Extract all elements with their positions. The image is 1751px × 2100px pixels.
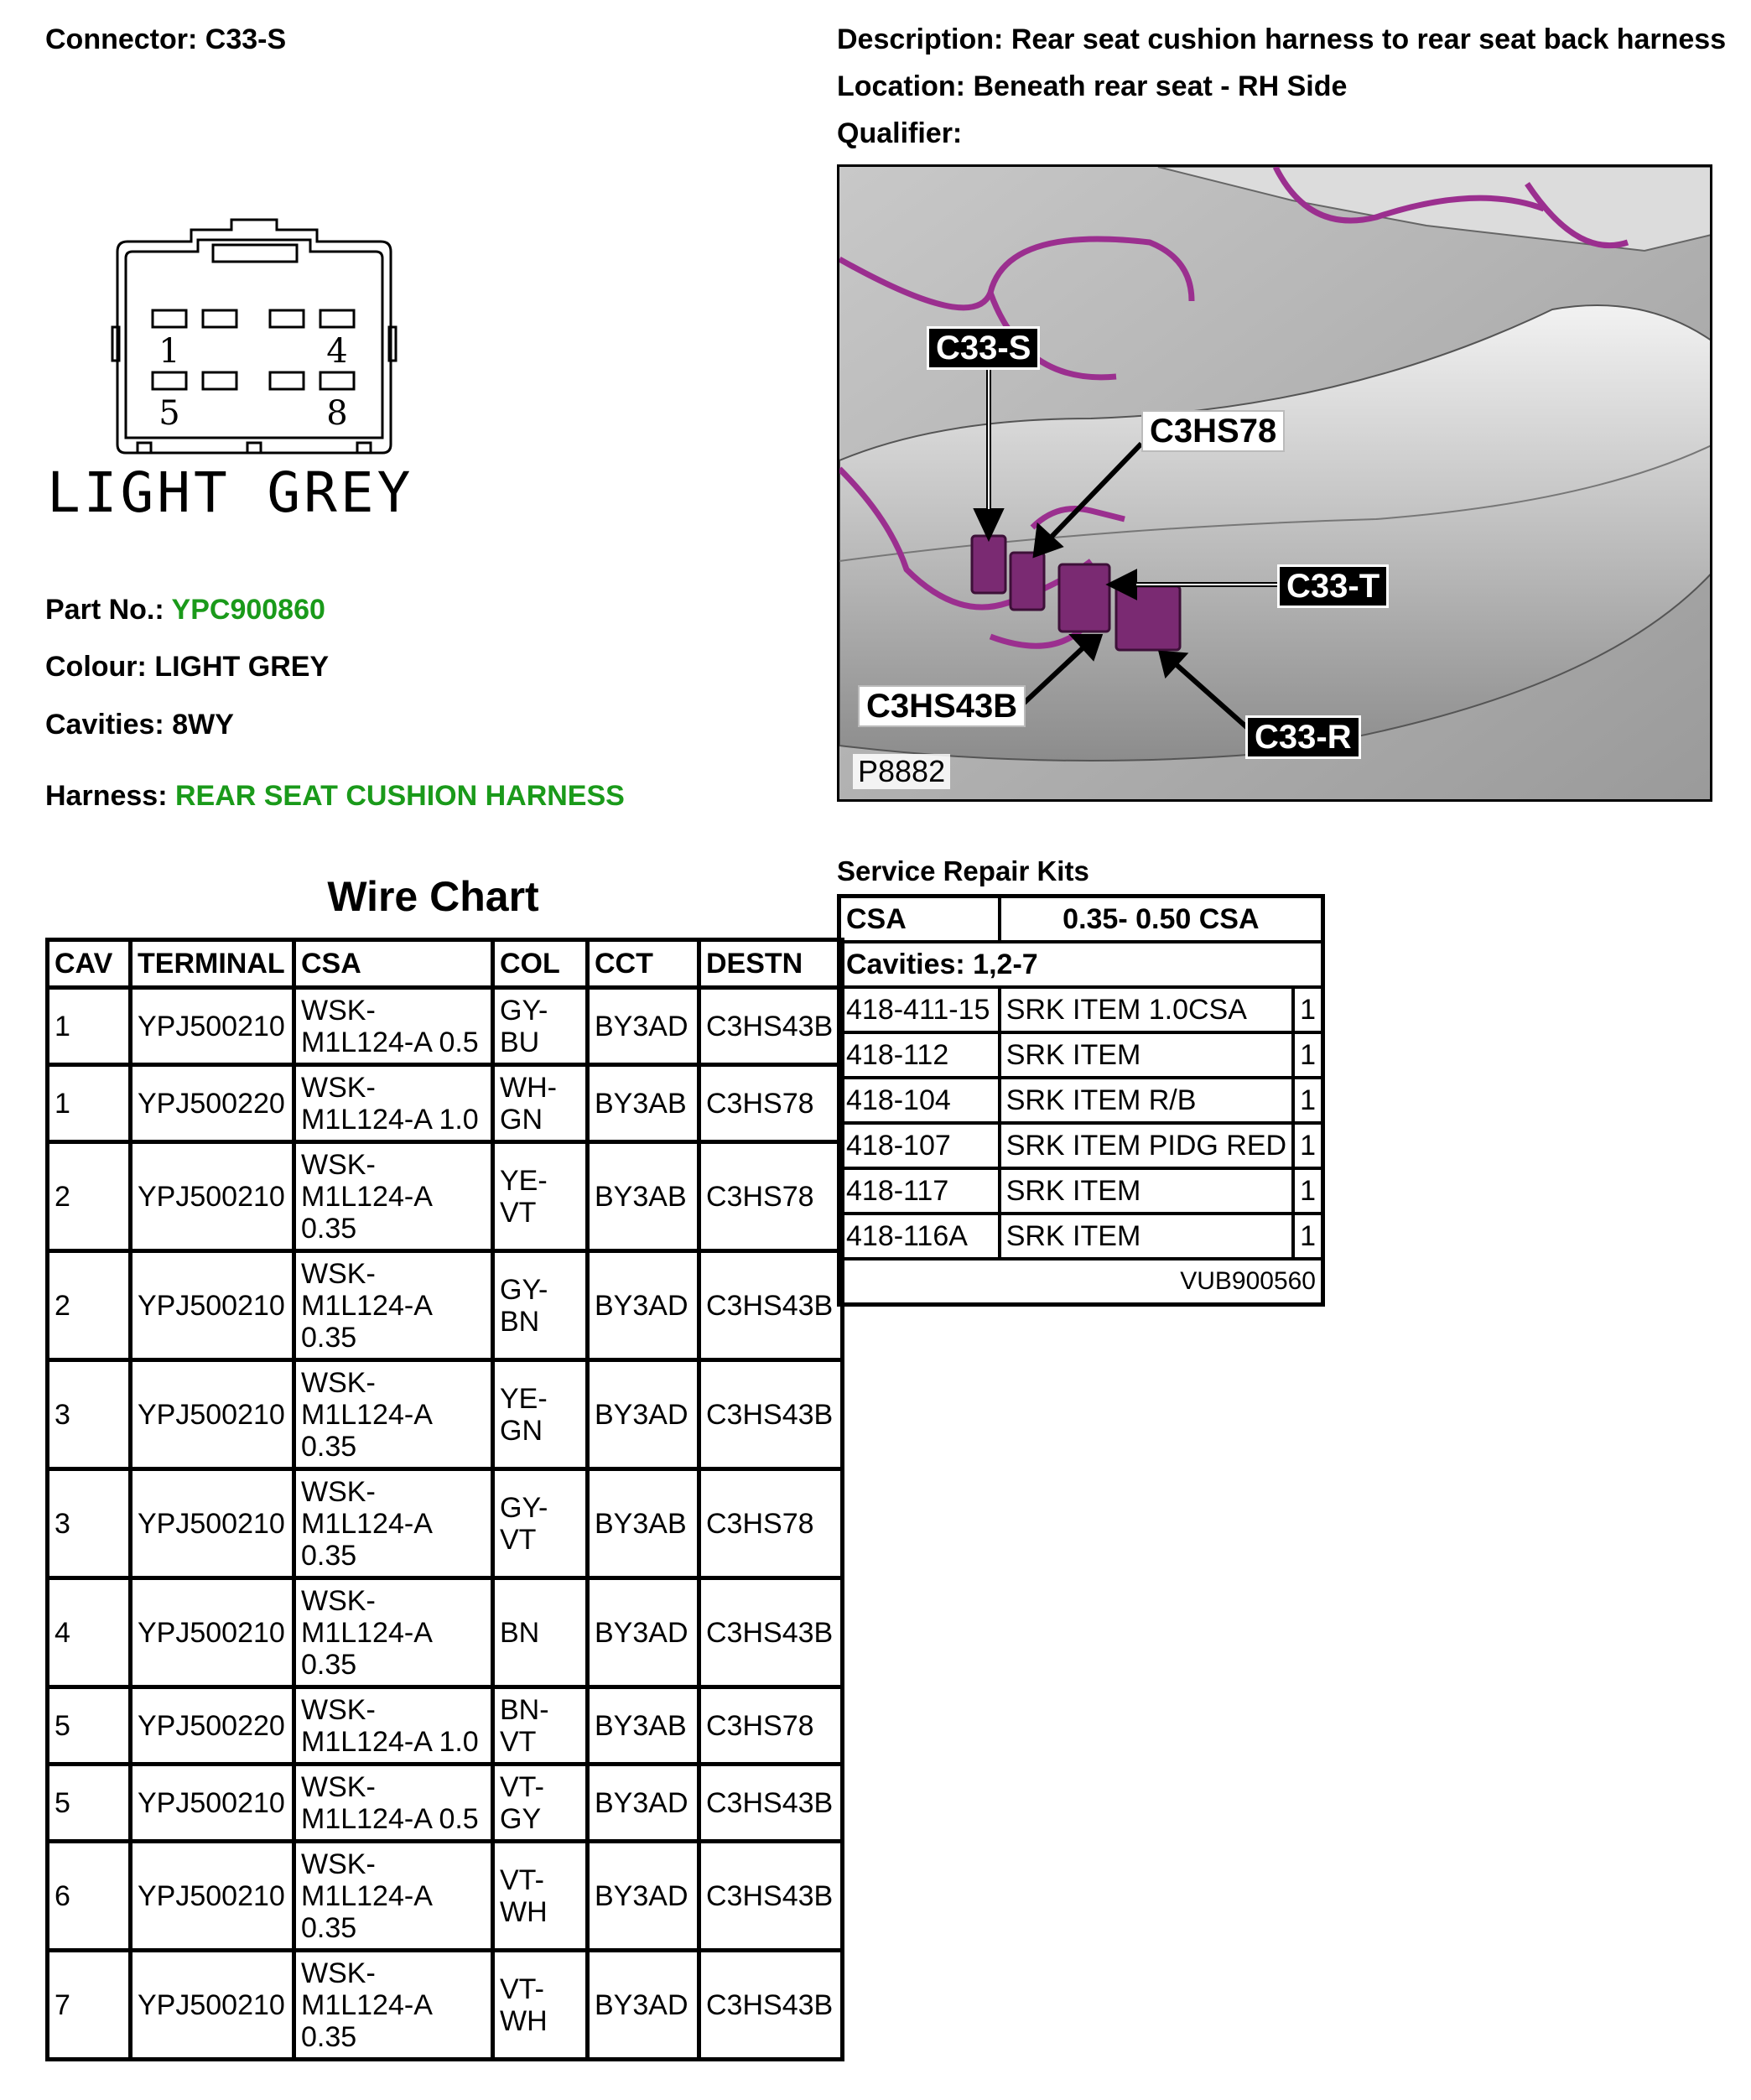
cell-col: VT- GY <box>493 1765 588 1842</box>
cavities-value: 8WY <box>172 709 234 741</box>
cell-csa: WSK- M1L124-A 0.35 <box>294 1842 493 1951</box>
wire-chart-row <box>48 1360 843 1469</box>
cell-cct: BY3AD <box>588 1578 699 1687</box>
callout-c33-t: C33-T <box>1277 564 1389 608</box>
cell-destn: C3HS43B <box>699 1951 843 2060</box>
cell-col: YE- GN <box>493 1360 588 1469</box>
connector-line <box>45 23 286 56</box>
cell-cav: 5 <box>48 1765 131 1842</box>
cell-col: VT- WH <box>493 1842 588 1951</box>
cell-terminal: YPJ500210 <box>131 1578 294 1687</box>
cell-destn: C3HS78 <box>699 1469 843 1578</box>
callout-c33-r: C33-R <box>1245 715 1361 759</box>
cell-destn: C3HS78 <box>699 1142 843 1251</box>
srk-item-qty: 1 <box>1293 987 1322 1032</box>
cell-csa: WSK- M1L124-A 0.35 <box>294 1578 493 1687</box>
srk-footer: VUB900560 <box>839 1259 1323 1305</box>
cell-destn: C3HS43B <box>699 1578 843 1687</box>
cell-terminal: YPJ500220 <box>131 1065 294 1142</box>
cell-csa: WSK- M1L124-A 0.35 <box>294 1360 493 1469</box>
cell-cct: BY3AB <box>588 1142 699 1251</box>
cell-csa: WSK- M1L124-A 0.35 <box>294 1251 493 1360</box>
wire-chart-row <box>48 1842 843 1951</box>
cell-col: BN- VT <box>493 1687 588 1765</box>
cell-csa: WSK- M1L124-A 0.5 <box>294 988 493 1065</box>
cell-terminal: YPJ500210 <box>131 1469 294 1578</box>
srk-item-code: 418-116A <box>839 1214 1000 1259</box>
srk-item-row <box>839 1168 1323 1214</box>
part-no-label: Part No.: <box>45 594 164 626</box>
cell-cav: 6 <box>48 1842 131 1951</box>
cell-destn: C3HS43B <box>699 1765 843 1842</box>
header-destn: DESTN <box>699 940 843 988</box>
cell-col: YE- VT <box>493 1142 588 1251</box>
cell-col: VT- WH <box>493 1951 588 2060</box>
srk-item-row <box>839 1078 1323 1123</box>
colour-line <box>45 651 329 684</box>
srk-item-code: 418-411-15 <box>839 987 1000 1032</box>
wire-chart-row <box>48 1687 843 1765</box>
harness-line <box>45 780 625 813</box>
cell-cct: BY3AD <box>588 1951 699 2060</box>
wire-chart-row <box>48 1142 843 1251</box>
wire-chart-row <box>48 1469 843 1578</box>
cell-destn: C3HS43B <box>699 988 843 1065</box>
srk-item-desc: SRK ITEM PIDG RED <box>1000 1123 1293 1168</box>
srk-item-row <box>839 1123 1323 1168</box>
srk-item-desc: SRK ITEM <box>1000 1032 1293 1078</box>
cell-cav: 7 <box>48 1951 131 2060</box>
srk-item-qty: 1 <box>1293 1078 1322 1123</box>
cell-terminal: YPJ500210 <box>131 1765 294 1842</box>
cell-terminal: YPJ500210 <box>131 1951 294 2060</box>
header-col: COL <box>493 940 588 988</box>
cell-col: GY- BU <box>493 988 588 1065</box>
cell-col: WH- GN <box>493 1065 588 1142</box>
colour-value: LIGHT GREY <box>154 651 330 683</box>
qualifier-label: Qualifier: <box>837 117 963 149</box>
connector-colour-text: LIGHT GREY <box>47 460 414 525</box>
header-cav: CAV <box>48 940 131 988</box>
cell-csa: WSK- M1L124-A 0.35 <box>294 1469 493 1578</box>
srk-footer-row <box>839 1259 1323 1305</box>
cell-cav: 5 <box>48 1687 131 1765</box>
srk-item-desc: SRK ITEM R/B <box>1000 1078 1293 1123</box>
connector-label: Connector: <box>45 23 198 55</box>
cell-cav: 3 <box>48 1360 131 1469</box>
part-no-value: YPC900860 <box>171 594 325 626</box>
photo-reference: P8882 <box>853 754 950 789</box>
srk-item-row <box>839 1032 1323 1078</box>
cell-destn: C3HS43B <box>699 1360 843 1469</box>
wire-chart-row <box>48 1951 843 2060</box>
srk-item-qty: 1 <box>1293 1123 1322 1168</box>
wire-chart-body <box>48 988 843 2060</box>
location-photo <box>837 164 1712 802</box>
cell-cct: BY3AD <box>588 1360 699 1469</box>
cell-col: GY- VT <box>493 1469 588 1578</box>
srk-items <box>839 987 1323 1259</box>
wire-chart-row <box>48 1065 843 1142</box>
srk-cavities-row <box>839 942 1323 987</box>
wire-chart-row <box>48 1251 843 1360</box>
srk-item-code: 418-104 <box>839 1078 1000 1123</box>
srk-csa-row <box>839 897 1323 943</box>
pin-label-1: 1 <box>158 332 180 371</box>
cavities-line <box>45 709 234 741</box>
header-cct: CCT <box>588 940 699 988</box>
wire-chart-table <box>45 938 844 2061</box>
srk-item-qty: 1 <box>1293 1168 1322 1214</box>
location-label: Location: <box>837 70 965 102</box>
srk-item-qty: 1 <box>1293 1214 1322 1259</box>
cell-cav: 1 <box>48 1065 131 1142</box>
cell-csa: WSK- M1L124-A 0.35 <box>294 1951 493 2060</box>
header-csa: CSA <box>294 940 493 988</box>
part-no-line <box>45 594 325 626</box>
srk-item-code: 418-107 <box>839 1123 1000 1168</box>
pin-label-8: 8 <box>326 394 348 433</box>
location-value: Beneath rear seat - RH Side <box>973 70 1348 102</box>
cell-terminal: YPJ500210 <box>131 1360 294 1469</box>
pin-label-5: 5 <box>158 394 180 433</box>
cell-terminal: YPJ500210 <box>131 988 294 1065</box>
cell-cav: 3 <box>48 1469 131 1578</box>
cell-csa: WSK- M1L124-A 0.35 <box>294 1142 493 1251</box>
cell-cav: 1 <box>48 988 131 1065</box>
srk-cavities-text: Cavities: 1,2-7 <box>839 942 1323 987</box>
cell-cct: BY3AB <box>588 1469 699 1578</box>
connector-face-diagram <box>34 201 486 537</box>
cell-terminal: YPJ500220 <box>131 1687 294 1765</box>
srk-item-row <box>839 1214 1323 1259</box>
cell-cct: BY3AD <box>588 1251 699 1360</box>
callout-c3hs78: C3HS78 <box>1141 410 1285 452</box>
cell-csa: WSK- M1L124-A 1.0 <box>294 1687 493 1765</box>
wire-chart-row <box>48 1578 843 1687</box>
srk-item-desc: SRK ITEM 1.0CSA <box>1000 987 1293 1032</box>
header-terminal: TERMINAL <box>131 940 294 988</box>
srk-item-qty: 1 <box>1293 1032 1322 1078</box>
callout-c3hs43b: C3HS43B <box>858 685 1026 727</box>
wire-chart-row <box>48 988 843 1065</box>
wire-chart-title: Wire Chart <box>327 873 539 920</box>
harness-label: Harness: <box>45 780 168 812</box>
description-label: Description: <box>837 23 1004 55</box>
srk-item-row <box>839 987 1323 1032</box>
cell-destn: C3HS43B <box>699 1251 843 1360</box>
srk-item-code: 418-112 <box>839 1032 1000 1078</box>
cell-csa: WSK- M1L124-A 0.5 <box>294 1765 493 1842</box>
cell-destn: C3HS43B <box>699 1842 843 1951</box>
cell-terminal: YPJ500210 <box>131 1251 294 1360</box>
cell-destn: C3HS78 <box>699 1065 843 1142</box>
wire-chart-header-row <box>48 940 843 988</box>
wire-chart-row <box>48 1765 843 1842</box>
location-line <box>837 70 1347 103</box>
cell-terminal: YPJ500210 <box>131 1842 294 1951</box>
cell-col: BN <box>493 1578 588 1687</box>
description-value: Rear seat cushion harness to rear seat back harness <box>1011 23 1727 55</box>
cell-cct: BY3AB <box>588 1065 699 1142</box>
callout-c33-s: C33-S <box>927 326 1040 370</box>
cell-cav: 2 <box>48 1142 131 1251</box>
srk-csa-label: CSA <box>839 897 1000 943</box>
pin-label-4: 4 <box>326 332 348 371</box>
cell-terminal: YPJ500210 <box>131 1142 294 1251</box>
srk-item-desc: SRK ITEM <box>1000 1214 1293 1259</box>
description-line <box>837 23 1726 56</box>
cell-destn: C3HS78 <box>699 1687 843 1765</box>
srk-title: Service Repair Kits <box>837 855 1089 886</box>
srk-item-code: 418-117 <box>839 1168 1000 1214</box>
colour-label: Colour: <box>45 651 147 683</box>
connector-value: C33-S <box>205 23 287 55</box>
srk-table <box>837 894 1325 1307</box>
cell-cav: 4 <box>48 1578 131 1687</box>
srk-csa-value: 0.35- 0.50 CSA <box>1000 897 1323 943</box>
cell-cct: BY3AD <box>588 988 699 1065</box>
cell-cct: BY3AB <box>588 1687 699 1765</box>
cell-cct: BY3AD <box>588 1842 699 1951</box>
cell-csa: WSK- M1L124-A 1.0 <box>294 1065 493 1142</box>
srk-item-desc: SRK ITEM <box>1000 1168 1293 1214</box>
cell-col: GY- BN <box>493 1251 588 1360</box>
cell-cav: 2 <box>48 1251 131 1360</box>
harness-value: REAR SEAT CUSHION HARNESS <box>174 780 625 812</box>
cavities-label: Cavities: <box>45 709 164 741</box>
cell-cct: BY3AD <box>588 1765 699 1842</box>
